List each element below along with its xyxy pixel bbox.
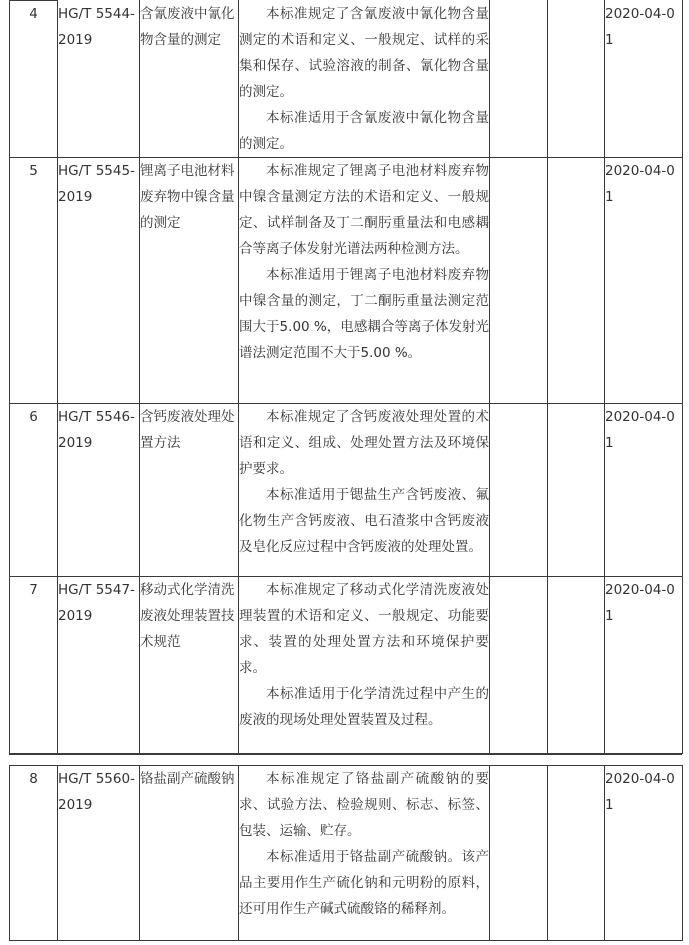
standard-name: 移动式化学清洗废液处理装置技术规范: [140, 577, 239, 754]
standard-code: HG/T 5545-2019: [58, 158, 140, 404]
description-paragraph: 本标准适用于锂离子电池材料废弃物中镍含量的测定，丁二酮肟重量法测定范围大于5.00 %，电感耦合等离子体发射光谱法测定范围不大于5.00 %。: [239, 267, 489, 361]
empty-cell: [548, 158, 605, 404]
empty-cell: [490, 577, 548, 754]
effective-date: 2020-04-01: [605, 1, 683, 158]
empty-cell: [490, 766, 548, 941]
standard-description: [239, 158, 490, 404]
standards-table-top: [9, 0, 683, 754]
row-number: 5: [10, 158, 58, 404]
standard-description: [239, 766, 490, 941]
description-paragraph: 本标准规定了含钙废液处理处置的术语和定义、组成、处理处置方法及环境保护要求。: [239, 409, 489, 477]
effective-date: 2020-04-01: [605, 577, 683, 754]
standard-description: [239, 577, 490, 754]
standard-description: [239, 1, 490, 158]
empty-cell: [548, 577, 605, 754]
empty-cell: [490, 1, 548, 158]
standard-name: 锂离子电池材料废弃物中镍含量的测定: [140, 158, 239, 404]
standard-name: 铬盐副产硫酸钠: [140, 766, 239, 941]
description-paragraph: 本标准适用于化学清洗过程中产生的废液的现场处理处置装置及过程。: [239, 686, 489, 728]
description-paragraph: 本标准规定了铬盐副产硫酸钠的要求、试验方法、检验规则、标志、标签、包装、运输、贮存。: [239, 771, 489, 839]
empty-cell: [548, 1, 605, 158]
row-number: 4: [10, 1, 58, 158]
description-paragraph: 本标准适用于含氰废液中氰化物含量的测定。: [239, 110, 489, 152]
row-number: 7: [10, 577, 58, 754]
standard-name: 含钙废液处理处置方法: [140, 404, 239, 577]
description-paragraph: 本标准规定了含氰废液中氰化物含量测定的术语和定义、一般规定、试样的采集和保存、试验溶液的制备、氰化物含量的测定。: [239, 6, 489, 100]
empty-cell: [548, 404, 605, 577]
empty-cell: [548, 766, 605, 941]
table-row: [10, 577, 683, 754]
standards-table-bottom: [9, 765, 683, 941]
standard-code: HG/T 5546-2019: [58, 404, 140, 577]
description-paragraph: 本标准规定了移动式化学清洗废液处理装置的术语和定义、一般规定、功能要求、装置的处理处置方法和环境保护要求。: [239, 582, 489, 676]
empty-cell: [490, 158, 548, 404]
row-number: 8: [10, 766, 58, 941]
table-row: [10, 766, 683, 941]
row-number: 6: [10, 404, 58, 577]
page-break-rule: [9, 754, 682, 755]
effective-date: 2020-04-01: [605, 158, 683, 404]
standard-description: [239, 404, 490, 577]
standard-code: HG/T 5544-2019: [58, 1, 140, 158]
standard-name: 含氰废液中氰化物含量的测定: [140, 1, 239, 158]
description-paragraph: 本标准适用于锶盐生产含钙废液、氟化物生产含钙废液、电石渣浆中含钙废液及皂化反应过程中含钙废液的处理处置。: [239, 487, 489, 555]
table-row: [10, 1, 683, 158]
standard-code: HG/T 5560-2019: [58, 766, 140, 941]
effective-date: 2020-04-01: [605, 404, 683, 577]
empty-cell: [490, 404, 548, 577]
description-paragraph: 本标准适用于铬盐副产硫酸钠。该产品主要用作生产硫化钠和元明粉的原料，还可用作生产碱式硫酸铬的稀释剂。: [239, 849, 489, 917]
table-row: [10, 158, 683, 404]
description-paragraph: 本标准规定了锂离子电池材料废弃物中镍含量测定方法的术语和定义、一般规定、试样制备及丁二酮肟重量法和电感耦合等离子体发射光谱法两种检测方法。: [239, 163, 489, 257]
table-row: [10, 404, 683, 577]
effective-date: 2020-04-01: [605, 766, 683, 941]
standard-code: HG/T 5547-2019: [58, 577, 140, 754]
